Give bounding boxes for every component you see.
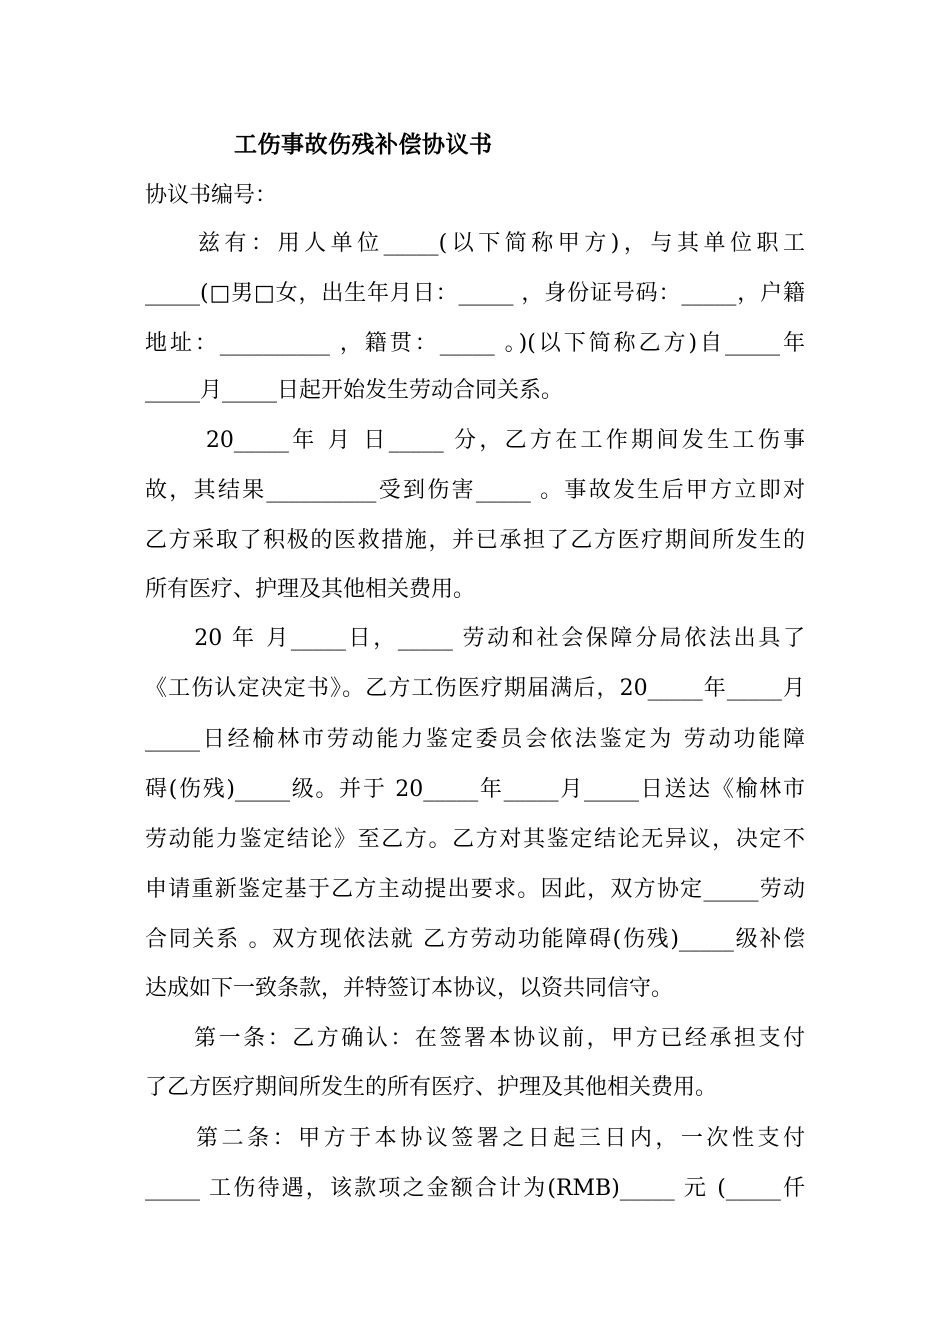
paragraph-line: 达成如下一致条款，并特签订本协议，以资共同信守。 [145, 976, 674, 1001]
agreement-number-label: 协议书编号： [145, 183, 278, 208]
paragraph-line: 20_____年 月 日_____ 分，乙方在工作期间发生工伤事 [145, 428, 805, 453]
paragraph-line: 申请重新鉴定基于乙方主动提出要求。因此，双方协定_____劳动 [145, 877, 805, 902]
paragraph-line: 故，其结果__________受到伤害_____ 。事故发生后甲方立即对 [145, 478, 805, 503]
paragraph-line: 所有医疗、护理及其他相关费用。 [145, 577, 476, 602]
paragraph-line: _____日经榆林市劳动能力鉴定委员会依法鉴定为 劳动功能障 [145, 727, 805, 752]
paragraph-line: 20 年 月_____日，_____ 劳动和社会保障分局依法出具了 [145, 626, 805, 651]
paragraph-line: 碍(伤残)_____级。并于 20_____年_____月_____日送达《榆林市 [145, 777, 805, 802]
paragraph-line: 地址：__________ ，籍贯：_____ 。)(以下简称乙方)自_____年 [145, 331, 805, 356]
paragraph-line: _____(□男□女，出生年月日：_____ ，身份证号码：_____，户籍 [145, 281, 805, 306]
paragraph-line: 乙方采取了积极的医救措施，并已承担了乙方医疗期间所发生的 [145, 528, 805, 553]
article-2-line: 第二条：甲方于本协议签署之日起三日内，一次性支付 [145, 1126, 805, 1151]
document-title: 工伤事故伤残补偿协议书 [234, 131, 493, 158]
paragraph-line: 《工伤认定决定书》。乙方工伤医疗期届满后，20_____年_____月 [145, 676, 805, 701]
paragraph-line: 合同关系 。双方现依法就 乙方劳动功能障碍(伤残)_____级补偿 [145, 927, 805, 952]
article-1-line: 第一条：乙方确认：在签署本协议前，甲方已经承担支付 [145, 1026, 805, 1051]
paragraph-line: _____月_____日起开始发生劳动合同关系。 [145, 378, 564, 403]
article-2-line: _____ 工伤待遇，该款项之金额合计为(RMB)_____ 元 (_____仟 [145, 1176, 805, 1201]
paragraph-line: 兹有：用人单位_____(以下简称甲方)，与其单位职工 [145, 231, 805, 256]
article-1-line: 了乙方医疗期间所发生的所有医疗、护理及其他相关费用。 [145, 1075, 718, 1100]
paragraph-line: 劳动能力鉴定结论》至乙方。乙方对其鉴定结论无异议，决定不 [145, 827, 805, 852]
